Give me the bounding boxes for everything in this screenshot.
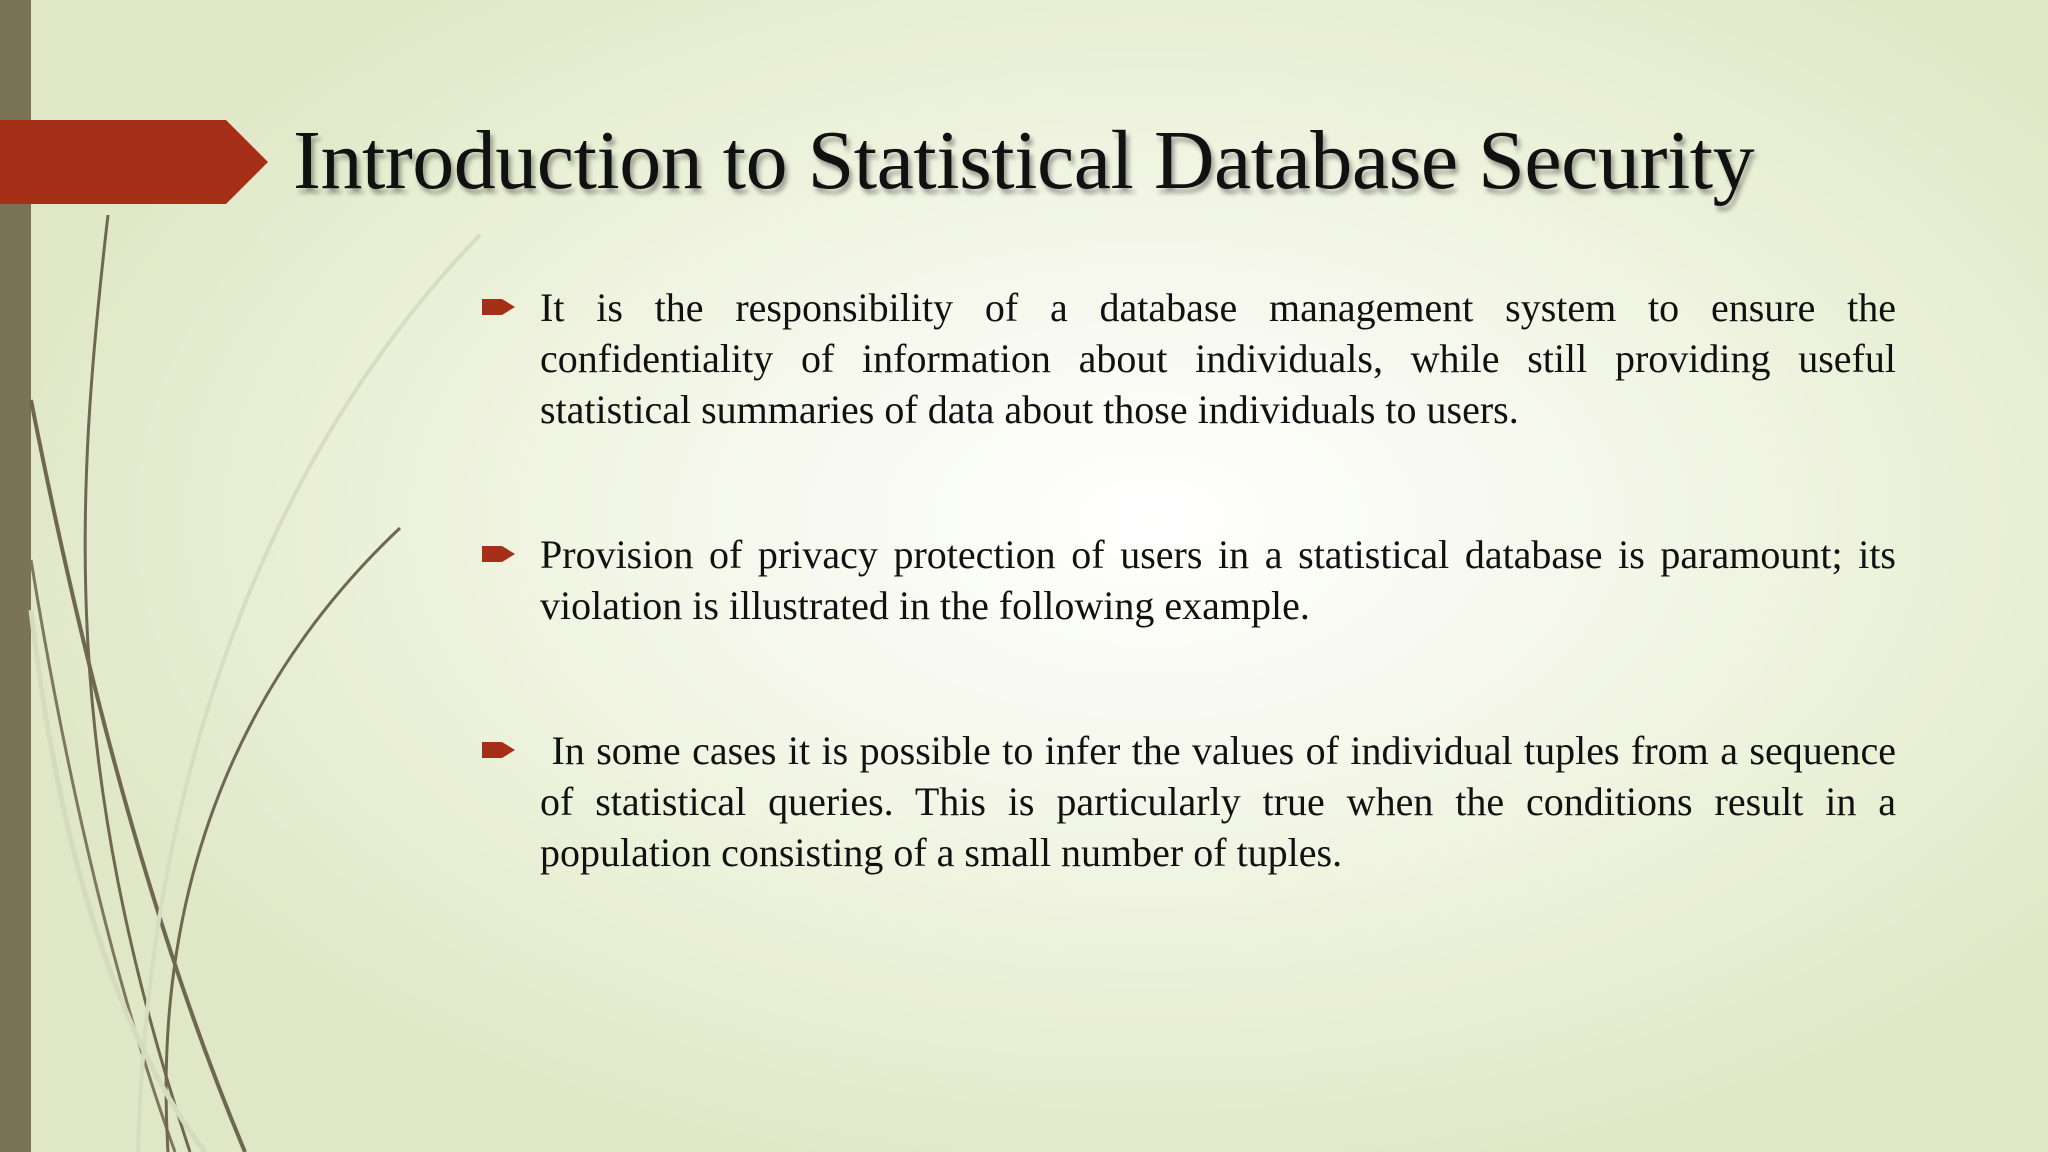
bullet-text: Provision of privacy protection of users in a statistical database is paramount; its violation is illustrated in the following example. (540, 532, 1896, 628)
bullet-text: It is the responsibility of a database management system to ensure the confidentiality of information about individuals, while still providing useful statistical summaries of data about those individuals to users. (540, 285, 1896, 432)
bullet-list (482, 282, 1906, 878)
bullet-item (482, 282, 1896, 435)
arrow-bullet-icon (482, 739, 516, 761)
bullet-text: In some cases it is possible to infer the values of individual tuples from a sequence of statistical queries. This is particularly true when the conditions result in a population consisting of a small number of tuples. (540, 728, 1906, 875)
arrow-bullet-icon (482, 543, 516, 565)
slide-title: Introduction to Statistical Database Security (293, 114, 1755, 207)
arrow-bullet-icon (482, 296, 516, 318)
bullet-item (482, 529, 1896, 631)
bullet-item (482, 725, 1906, 878)
title-arrow-banner (0, 0, 270, 210)
